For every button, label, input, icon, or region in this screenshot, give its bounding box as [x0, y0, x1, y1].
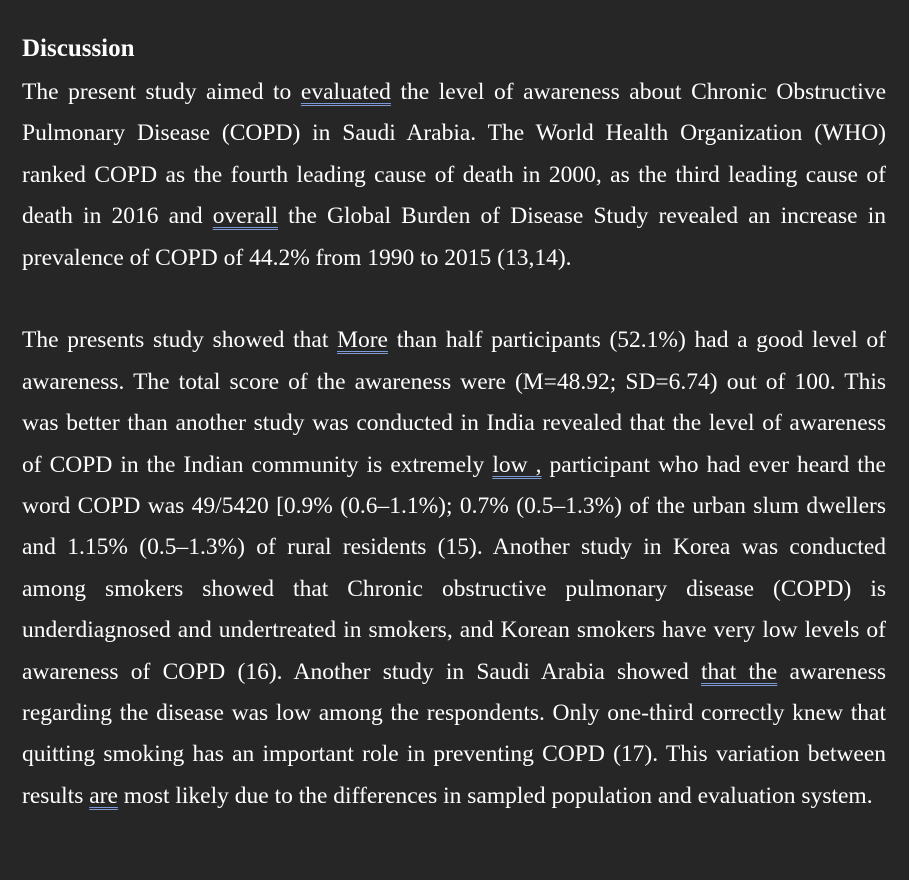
grammar-flagged-word: More — [337, 327, 388, 354]
grammar-flagged-word: that the — [701, 658, 778, 685]
document-body — [22, 32, 886, 817]
text-run: most likely due to the differences in sampled population and evaluation system. — [117, 782, 873, 809]
text-run: than half participants (52.1%) had a good level of awareness. The total score of the awareness were (M=48.92; SD=6.74) out of 100. This was better than another study was conducted in India revealed that the level of awareness of COPD in the Indian community is extremely — [22, 327, 886, 478]
text-run: participant who had ever heard the word COPD was 49/5420 [0.9% (0.6–1.1%); 0.7% (0.5–1.3%) of the urban slum dwellers and 1.15% (0.5–1.3%) of rural residents (15). Another study in Korea was conducted among smokers showed that Chronic obstructive pulmonary disease (COPD) is underdiagnosed and undertreated in smokers, and Korean smokers have very low levels of awareness of COPD (16). Another study in Saudi Arabia showed — [22, 451, 886, 685]
text-run: awareness regarding the disease was low among the respondents. Only one-third correctly knew that quitting smoking has an important role in preventing COPD (17). This variation between results — [22, 658, 887, 809]
text-run: the Global Burden of Disease Study revealed an increase in prevalence of COPD of 44.2% from 1990 to 2015 (13,14). — [22, 203, 886, 271]
text-run: The presents study showed that — [22, 327, 338, 354]
paragraph-1[interactable] — [22, 72, 886, 279]
text-run: the level of awareness about Chronic Obstructive Pulmonary Disease (COPD) in Saudi Arabia. The World Health Organization (WHO) ranked COPD as the fourth leading cause of death in 2000, as the third leading cause of death in 2016 and — [22, 79, 886, 230]
grammar-flagged-word: are — [89, 782, 118, 809]
paragraph-2[interactable] — [22, 320, 886, 817]
section-heading: Discussion — [22, 35, 135, 62]
grammar-flagged-word: overall — [212, 203, 278, 230]
grammar-flagged-word: low , — [492, 451, 542, 478]
grammar-flagged-word: evaluated — [300, 79, 391, 105]
text-run: The present study aimed to — [22, 79, 301, 105]
